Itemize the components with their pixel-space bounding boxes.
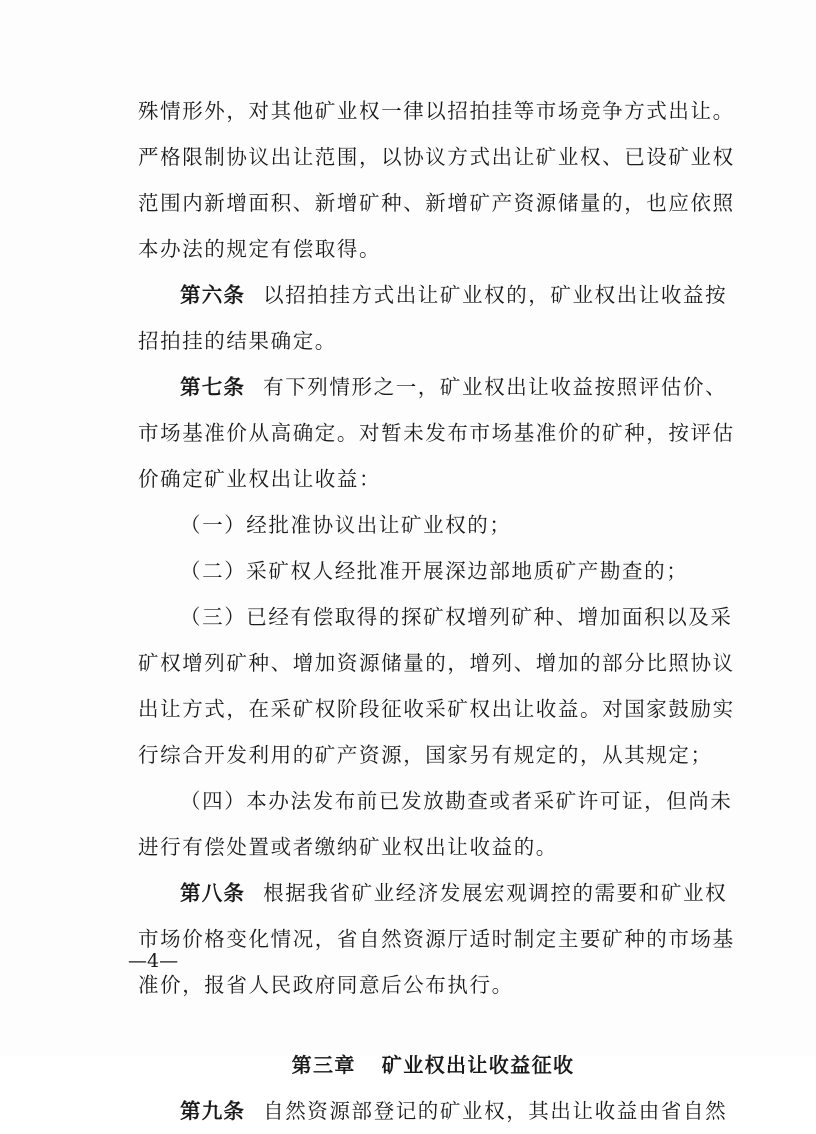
paragraph-line: 市场价格变化情况，省自然资源厅适时制定主要矿种的市场基 (138, 927, 735, 951)
paragraph-line: 招拍挂的结果确定。 (138, 329, 337, 353)
article-7-text: 有下列情形之一，矿业权出让收益按照评估价、 (263, 375, 728, 399)
list-item: （三）已经有偿取得的探矿权增列矿种、增加面积以及采 (180, 605, 733, 629)
paragraph-line: 出让方式，在采矿权阶段征收采矿权出让收益。对国家鼓励实 (138, 697, 735, 721)
paragraph-line: 严格限制协议出让范围，以协议方式出让矿业权、已设矿业权 (138, 145, 735, 169)
article-8-text: 根据我省矿业经济发展宏观调控的需要和矿业权 (263, 881, 728, 905)
paragraph-line: 矿权增列矿种、增加资源储量的，增列、增加的部分比照协议 (138, 651, 735, 675)
paragraph-line: 市场基准价从高确定。对暂未发布市场基准价的矿种，按评估 (138, 421, 735, 445)
paragraph-line: 价确定矿业权出让收益： (138, 467, 382, 491)
page-number: —4— (128, 950, 179, 972)
chapter-heading (138, 1042, 698, 1088)
article-6-label: 第六条 (180, 283, 246, 307)
paragraph-line: 本办法的规定有偿取得。 (138, 237, 382, 261)
paragraph-line: 准价，报省人民政府同意后公布执行。 (138, 973, 514, 997)
paragraph-line: 殊情形外，对其他矿业权一律以招拍挂等市场竞争方式出让。 (138, 99, 735, 123)
article-8-label: 第八条 (180, 881, 246, 905)
article-6-text: 以招拍挂方式出让矿业权的，矿业权出让收益按 (263, 283, 728, 307)
article-9 (138, 1088, 728, 1134)
chapter-title: 矿业权出让收益征收 (381, 1053, 575, 1077)
article-6 (138, 272, 728, 318)
document-body (138, 88, 735, 1134)
paragraph-line: 行综合开发利用的矿产资源，国家另有规定的，从其规定； (138, 743, 713, 767)
article-9-text: 自然资源部登记的矿业权，其出让收益由省自然 (263, 1099, 728, 1123)
article-7 (138, 364, 728, 410)
list-item: （一）经批准协议出让矿业权的； (180, 513, 512, 537)
article-8 (138, 870, 728, 916)
chapter-number: 第三章 (291, 1053, 356, 1077)
paragraph-line: 范围内新增面积、新增矿种、新增矿产资源储量的，也应依照 (138, 191, 735, 215)
article-7-label: 第七条 (180, 375, 246, 399)
article-9-label: 第九条 (180, 1099, 246, 1123)
paragraph-line: 进行有偿处置或者缴纳矿业权出让收益的。 (138, 835, 558, 859)
list-item: （四）本办法发布前已发放勘查或者采矿许可证，但尚未 (180, 789, 733, 813)
list-item: （二）采矿权人经批准开展深边部地质矿产勘查的； (180, 559, 689, 583)
